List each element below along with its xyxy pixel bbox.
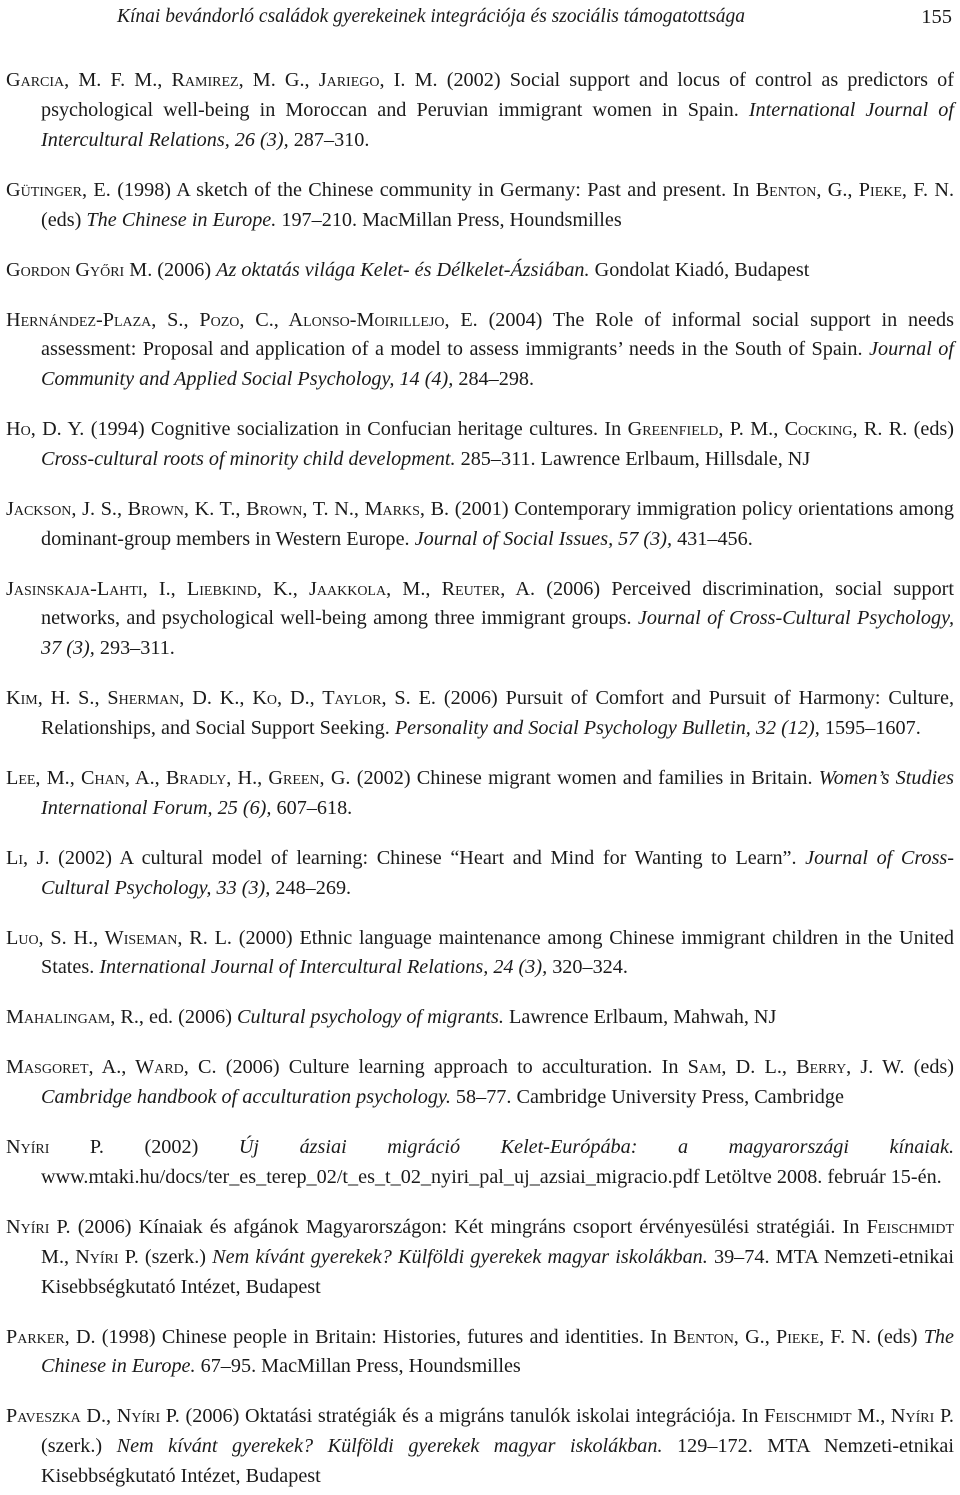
reference-title: Journal of Cross-Cultural Psychology, 37 (3), xyxy=(41,607,954,660)
reference-text: 1595–1607. xyxy=(819,717,921,740)
reference-title: The Chinese in Europe. xyxy=(41,1325,954,1378)
reference-title: Cultural psychology of migrants. xyxy=(237,1006,504,1029)
reference-text: (eds) xyxy=(41,208,87,231)
reference-title: Cross-cultural roots of minority child development. xyxy=(41,447,456,470)
reference-entry xyxy=(6,575,954,664)
reference-entry xyxy=(6,415,954,475)
reference-entry xyxy=(6,306,954,395)
reference-text: (eds) xyxy=(907,418,955,441)
reference-text: 248–269. xyxy=(270,876,352,899)
reference-text: 293–311. xyxy=(94,637,175,660)
reference-text: (1994) Cognitive socialization in Confucian heritage cultures. In xyxy=(84,418,628,441)
reference-entry xyxy=(6,1213,954,1302)
reference-entry xyxy=(6,1053,954,1113)
reference-authors: Jackson, J. S., Brown, K. T., Brown, T. N., Marks, B. xyxy=(6,497,450,520)
reference-title: Women’s Studies International Forum, 25 (6), xyxy=(41,767,954,819)
reference-text: , ed. (2006) xyxy=(138,1006,237,1029)
running-title: Kínai bevándorló családok gyerekeinek integrációja és szociális támogatottsága xyxy=(117,6,746,27)
reference-authors: Parker, D. xyxy=(6,1325,96,1348)
reference-authors: Gütinger, E. xyxy=(6,178,111,201)
reference-entry xyxy=(6,495,954,555)
page-header xyxy=(0,2,960,32)
reference-text: (szerk.) xyxy=(138,1245,213,1268)
reference-authors: Paveszka D., Nyíri P. xyxy=(6,1405,180,1428)
reference-text: 129–172. MTA Nemzeti-etnikai Kisebbségkutató Intézet, Budapest xyxy=(41,1435,954,1487)
reference-authors: Li, J. xyxy=(6,846,50,869)
reference-entry xyxy=(6,924,954,984)
reference-entry xyxy=(6,684,954,744)
reference-title: The Chinese in Europe. xyxy=(86,208,277,231)
reference-title: Cambridge handbook of acculturation psychology. xyxy=(41,1086,451,1109)
reference-entry xyxy=(6,1323,954,1383)
reference-title: Journal of Community and Applied Social Psychology, 14 (4), xyxy=(41,338,954,391)
reference-text: (eds) xyxy=(904,1056,955,1079)
reference-title: Nem kívánt gyerekek? Külföldi gyerekek magyar iskolákban. xyxy=(116,1435,663,1458)
reference-entry xyxy=(6,66,954,155)
reference-text: (2006) Oktatási stratégiák és a migráns tanulók iskolai integrációja. In xyxy=(179,1405,765,1428)
reference-authors: Hernández-Plaza, S., Pozo, C., Alonso-Moirillejo, E. xyxy=(6,308,478,331)
reference-title: International Journal of Intercultural Relations, 26 (3), xyxy=(41,98,954,151)
reference-authors: Kim, H. S., Sherman, D. K., Ko, D., Taylor, S. E. xyxy=(6,687,436,710)
reference-entry xyxy=(6,764,954,824)
reference-list xyxy=(6,46,954,1495)
reference-text: (2006) Culture learning approach to acculturation. In xyxy=(216,1056,688,1079)
reference-text: 431–456. xyxy=(672,527,753,550)
reference-authors: Ho, D. Y. xyxy=(6,418,85,441)
reference-entry xyxy=(6,1402,954,1491)
reference-authors: Sam, D. L., Berry, J. W. xyxy=(687,1056,905,1079)
reference-title: Personality and Social Psychology Bulletin, 32 (12), xyxy=(394,717,820,740)
page-number: 155 xyxy=(921,6,952,28)
reference-authors: Lee, M., Chan, A., Bradly, H., Green, G. xyxy=(6,767,351,790)
reference-text: (eds) xyxy=(870,1325,924,1348)
reference-text: 58–77. Cambridge University Press, Cambridge xyxy=(450,1086,844,1109)
reference-text: (2001) Contemporary immigration policy orientations among dominant-group members in Western Europe. xyxy=(41,497,954,550)
reference-text: Lawrence Erlbaum, Mahwah, NJ xyxy=(503,1006,777,1029)
reference-text: (2006) Kínaiak és afgánok Magyarországon: Két mingráns csoport érvényesülési stratégiái. In xyxy=(70,1215,867,1238)
reference-text: (2000) Ethnic language maintenance among Chinese immigrant children in the United States. xyxy=(41,926,954,979)
reference-authors: Garcia, M. F. M., Ramirez, M. G., Jariego, I. M. xyxy=(6,69,438,92)
reference-text: www.mtaki.hu/docs/ter_es_terep_02/t_es_t_02_nyiri_pal_uj_azsiai_migracio.pdf Letöltve 2008. február 15-én. xyxy=(41,1165,942,1188)
reference-entry xyxy=(6,256,954,286)
reference-text: 285–311. Lawrence Erlbaum, Hillsdale, NJ xyxy=(455,447,811,470)
reference-text: (2002) xyxy=(103,1136,239,1159)
reference-text: (1998) Chinese people in Britain: Histories, futures and identities. In xyxy=(95,1325,674,1348)
reference-title: Nem kívánt gyerekek? Külföldi gyerekek magyar iskolákban. xyxy=(212,1245,708,1268)
reference-title: Az oktatás világa Kelet- és Délkelet-Ázsiában. xyxy=(216,258,590,281)
reference-authors: Feischmidt M., Nyíri P. xyxy=(764,1405,954,1428)
reference-authors: Jasinskaja-Lahti, I., Liebkind, K., Jaakkola, M., Reuter, A. xyxy=(6,577,536,600)
reference-text: 67–95. MacMillan Press, Houndsmilles xyxy=(195,1355,521,1378)
reference-authors: Nyíri P. xyxy=(6,1215,71,1238)
reference-text: (1998) A sketch of the Chinese community in Germany: Past and present. In xyxy=(110,178,756,201)
reference-text: (2002) A cultural model of learning: Chinese “Heart and Mind for Wanting to Learn”. xyxy=(49,846,806,869)
reference-entry xyxy=(6,1003,954,1033)
reference-authors: Nyíri P. xyxy=(6,1136,104,1159)
reference-title: Új ázsiai migráció Kelet-Európába: a magyarországi kínaiak. xyxy=(238,1136,955,1159)
reference-text: Gondolat Kiadó, Budapest xyxy=(589,258,810,281)
reference-text: (2002) Social support and locus of control as predictors of psychological well-being in Moroccan and Peruvian immigrant women in Spain. xyxy=(41,69,955,121)
reference-authors: Benton, G., Pieke, F. N. xyxy=(673,1325,871,1348)
reference-entry xyxy=(6,844,954,904)
reference-text: (2002) Chinese migrant women and families in Britain. xyxy=(350,767,819,790)
reference-text: 284–298. xyxy=(453,368,535,391)
reference-text: 39–74. MTA Nemzeti-etnikai Kisebbségkutató Intézet, Budapest xyxy=(41,1245,954,1298)
reference-entry xyxy=(6,1133,954,1193)
reference-title: International Journal of Intercultural Relations, 24 (3), xyxy=(99,956,548,979)
reference-title: Journal of Social Issues, 57 (3), xyxy=(414,527,673,550)
reference-text: (2006) Perceived discrimination, social support networks, and psychological well-being among three immigrant groups. xyxy=(41,577,954,630)
reference-text: (2004) The Role of informal social support in needs assessment: Proposal and application of a model to assess immigrants’ needs in the South of Spain. xyxy=(41,308,954,361)
reference-text: 287–310. xyxy=(288,128,370,151)
reference-text: (szerk.) xyxy=(41,1435,117,1458)
reference-text: (2006) xyxy=(152,258,217,281)
reference-authors: Feischmidt M., Nyíri P. xyxy=(41,1215,955,1268)
reference-entry xyxy=(6,176,954,236)
reference-text: 197–210. MacMillan Press, Houndsmilles xyxy=(276,208,622,231)
reference-authors: Greenfield, P. M., Cocking, R. R. xyxy=(627,418,908,441)
reference-authors: Gordon Győri M. xyxy=(6,258,153,281)
reference-text: 607–618. xyxy=(271,796,353,819)
reference-authors: Mahalingam, R. xyxy=(6,1006,139,1029)
reference-authors: Masgoret, A., Ward, C. xyxy=(6,1056,217,1079)
reference-title: Journal of Cross-Cultural Psychology, 33 (3), xyxy=(41,846,954,899)
reference-text: 320–324. xyxy=(547,956,628,979)
reference-authors: Luo, S. H., Wiseman, R. L. xyxy=(6,926,232,949)
reference-text: (2006) Pursuit of Comfort and Pursuit of Harmony: Culture, Relationships, and Social Support Seeking. xyxy=(41,687,955,740)
reference-authors: Benton, G., Pieke, F. N. xyxy=(755,178,954,201)
